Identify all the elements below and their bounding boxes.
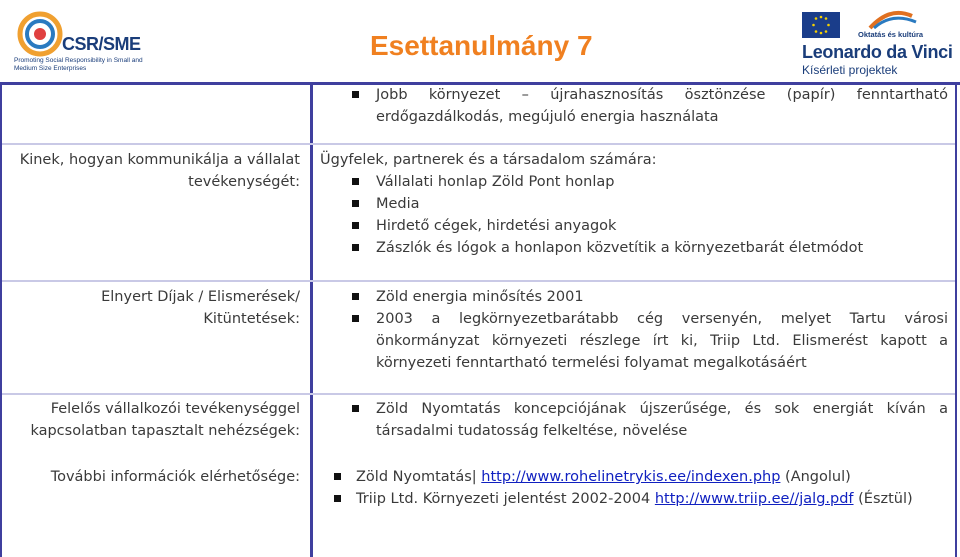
link-triip-report[interactable]: http://www.triip.ee//jalg.pdf [654,491,854,507]
page-title: Esettanulmány 7 [370,30,593,61]
partner-name: Leonardo da Vinci [802,42,953,62]
table-column-divider [310,85,313,557]
row-divider [2,280,955,282]
list-item: Vállalati honlap Zöld Pont honlap [320,171,948,193]
row-label-more-info: További információk elérhetősége: [50,469,300,485]
row-divider [2,143,955,145]
table-right-border [955,85,957,557]
row-awards-content [320,286,948,374]
row-communication-content [320,149,948,259]
logo-text: CSR/SME [62,34,141,54]
eu-flag-icon [802,12,840,38]
row-goals-content [320,84,948,128]
row-label-communication: Kinek, hogyan kommunikálja a vállalat tevékenységét: [19,152,300,190]
link-zold-nyomtatas[interactable]: http://www.rohelinetrykis.ee/indexen.php [481,469,781,485]
partner-program: Kísérleti projektek [802,63,898,77]
list-item: Triip Ltd. Környezeti jelentést 2002-2004 http://www.triip.ee//jalg.pdf (Észtül) [320,488,948,510]
partner-tagline: Oktatás és kultúra [858,30,924,39]
list-item: Hirdető cégek, hirdetési anyagok [320,215,948,237]
list-item: Zöld energia minősítés 2001 [320,286,948,308]
list-item: Zöld Nyomtatás koncepciójának újszerűsége, és sok energiát kíván a társadalmi tudatosság felkeltése, növelése [320,398,948,442]
logo-subtitle: Promoting Social Responsibility in Small and Medium Size Enterprises [14,57,143,72]
communication-intro: Ügyfelek, partnerek és a társadalom számára: [320,152,657,168]
row-difficulties-content [320,398,948,442]
list-item: 2003 a legkörnyezetbarátabb cég versenyén, melyet Tartu városi önkormányzat környezeti részlege írt ki, Triip Ltd. Elismerést kapott a környezeti fenntartható termelési folyamat megalkotásáért [320,308,948,374]
list-item: Jobb környezet – újrahasznosítás ösztönzése (papír) fenntartható erdőgazdálkodás, megújuló energia használata [320,84,948,128]
row-more-info-content [320,466,948,510]
list-item: Zászlók és lógok a honlapon közvetítik a környezetbarát életmódot [320,237,948,259]
list-item: Media [320,193,948,215]
row-label-awards: Elnyert Díjak / Elismerések/ Kitüntetések: [101,289,300,327]
leonardo-logo-icon [850,6,930,30]
row-divider [2,393,955,395]
list-item: Zöld Nyomtatás| http://www.rohelinetrykis.ee/indexen.php (Angolul) [320,466,948,488]
row-label-difficulties: Felelős vállalkozói tevékenységgel kapcsolatban tapasztalt nehézségek: [30,401,300,439]
